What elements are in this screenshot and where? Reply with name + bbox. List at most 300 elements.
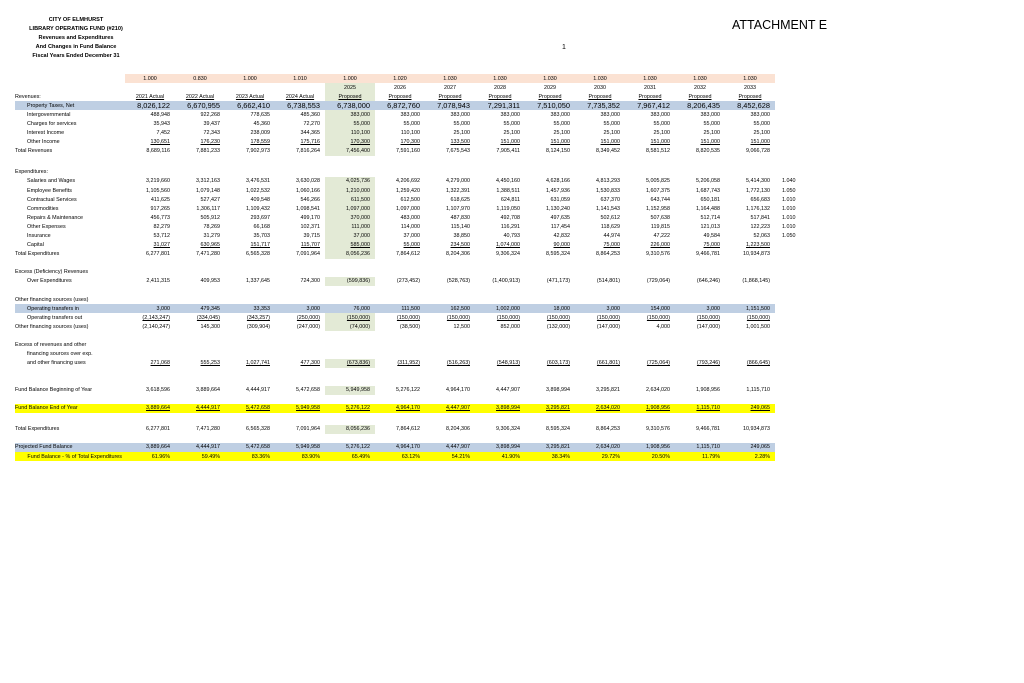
fb-end-row [15,404,805,413]
year-cell: 2029 [544,84,556,91]
value-cell: 778,635 [250,111,270,118]
spacer-row [15,156,805,168]
growth-factor: 1.010 [782,205,796,212]
value-cell: 8,206,435 [675,101,725,110]
value-cell: 6,277,801 [146,251,170,258]
fb-begin-row [15,386,805,395]
value-cell: 555,253 [200,360,220,367]
growth-factor [775,386,805,395]
row-label: Total Revenues [15,148,53,155]
empty-cell [725,295,775,304]
column-header: Proposed [638,93,662,100]
total-expenditures-row [15,250,805,259]
empty-cell [125,295,175,304]
column-header: Proposed [538,93,562,100]
value-cell: (1,400,913) [492,278,520,285]
value-cell: (311,952) [397,360,420,367]
year-cell [125,83,175,92]
value-cell: 1,164,488 [696,205,720,212]
value-cell: 9,310,576 [646,426,670,433]
value-cell: 7,864,612 [396,426,420,433]
value-cell: 65.49% [325,452,375,461]
value-cell: (150,000) [596,314,620,321]
value-cell: 643,744 [650,196,670,203]
value-cell: 55,000 [403,121,420,128]
value-cell: 130,651 [150,139,170,146]
value-cell: 114,000 [400,223,420,230]
value-cell: 102,371 [300,223,320,230]
empty-cell [475,349,525,358]
value-cell: 512,714 [700,214,720,221]
empty-cell [225,295,275,304]
value-cell: 111,000 [325,222,375,231]
value-cell: 488,948 [150,111,170,118]
empty-cell [725,268,775,277]
value-cell: 7,902,973 [246,148,270,155]
value-cell: 3,000 [275,304,325,313]
value-cell: 151,000 [500,139,520,146]
value-cell: 4,206,692 [396,178,420,185]
column-header: 2024 Actual [285,93,315,100]
value-cell: (247,000) [296,323,320,330]
empty-cell [325,295,375,304]
value-cell: 249,065 [725,443,775,452]
value-cell: 3,295,821 [596,387,620,394]
empty-cell [175,268,225,277]
value-cell: 55,000 [603,121,620,128]
value-cell: 9,306,324 [496,426,520,433]
value-cell: 6,872,760 [375,101,425,110]
value-cell: 4,444,917 [246,387,270,394]
spacer-cell [15,286,805,295]
value-cell: 546,266 [300,196,320,203]
factor-cell: 1.010 [275,74,325,83]
growth-factor [775,452,805,461]
empty-cell [575,168,625,177]
row-label: Other financing sources (uses) [15,296,89,303]
empty-cell [625,268,675,277]
value-cell: 1,027,741 [246,360,270,367]
value-cell: 5,472,658 [296,387,320,394]
value-cell: 63.12% [375,452,425,461]
value-cell: (250,000) [296,314,320,321]
value-cell: 151,000 [550,139,570,146]
value-cell: 1,772,130 [746,187,770,194]
value-cell: 54.21% [425,452,475,461]
value-cell: 7,967,412 [625,101,675,110]
value-cell: 25,100 [453,130,470,137]
empty-cell [375,268,425,277]
value-cell: 1,152,958 [646,205,670,212]
excess-other-row [15,359,805,368]
value-cell: 3,898,994 [475,443,525,452]
value-cell: 176,230 [200,139,220,146]
value-cell: (150,000) [646,314,670,321]
row-label: Interest Income [27,130,65,137]
row-label: Contractual Services [27,196,77,203]
value-cell: 55,000 [553,121,570,128]
empty-cell [575,295,625,304]
value-cell: 8,452,628 [725,101,775,110]
value-cell: (150,000) [546,314,570,321]
transfers-out-row [15,313,805,322]
growth-factor: 1.050 [782,233,796,240]
value-cell: (147,000) [696,323,720,330]
spacer-row [15,413,805,425]
value-cell: 133,500 [450,139,470,146]
value-cell: 5,949,958 [275,404,325,413]
year-cell: 2025 [325,83,375,92]
empty-cell [175,340,225,349]
empty-cell [725,349,775,358]
empty-cell [125,340,175,349]
value-cell: (793,246) [696,360,720,367]
value-cell: 1,098,541 [296,205,320,212]
value-cell: (150,000) [696,314,720,321]
value-cell: 110,100 [325,129,375,138]
value-cell: 8,864,253 [596,251,620,258]
empty-cell [125,349,175,358]
value-cell: 55,000 [653,121,670,128]
growth-factor [775,119,805,128]
expenditure-row [15,177,805,186]
value-cell: 1,908,956 [625,404,675,413]
value-cell: 650,181 [700,196,720,203]
summary-total-row [15,425,805,434]
value-cell: 4,964,170 [375,404,425,413]
value-cell: 226,000 [650,242,670,249]
value-cell: 2.28% [725,452,775,461]
value-cell: 110,100 [400,130,420,137]
fund-table [15,74,805,461]
value-cell: (516,263) [446,360,470,367]
value-cell: 3,889,664 [125,404,175,413]
value-cell: 55,000 [753,121,770,128]
empty-cell [725,340,775,349]
value-cell: (471,173) [546,278,570,285]
value-cell: 4,964,170 [446,387,470,394]
value-cell: 42,832 [553,233,570,240]
value-cell: (74,000) [325,322,375,331]
value-cell: 8,581,512 [646,148,670,155]
empty-cell [575,349,625,358]
value-cell: 7,456,400 [325,147,375,156]
empty-cell [375,295,425,304]
growth-factor [775,129,805,138]
value-cell: 4,279,000 [446,178,470,185]
row-label: Fund Balance Beginning of Year [15,387,93,394]
value-cell: 383,000 [450,111,470,118]
value-cell: 8,595,324 [546,426,570,433]
value-cell: 10,934,873 [743,251,770,258]
value-cell: 9,306,324 [496,251,520,258]
value-cell: (1,868,145) [742,278,770,285]
empty-cell [425,349,475,358]
value-cell: 1,151,500 [725,304,775,313]
year-cell: 2032 [694,84,706,91]
row-label: Commodities [27,205,59,212]
value-cell: 25,100 [703,130,720,137]
value-cell: 631,059 [550,196,570,203]
value-cell: (343,257) [246,314,270,321]
value-cell: 7,864,612 [396,251,420,258]
section-label: Revenues: [15,93,41,100]
empty-cell [125,268,175,277]
value-cell: (334,045) [196,314,220,321]
value-cell: 1,210,000 [325,186,375,195]
value-cell: 383,000 [650,111,670,118]
value-cell: 3,898,994 [546,387,570,394]
other-total-row [15,322,805,331]
spacer-row [15,286,805,295]
value-cell: 477,300 [300,360,320,367]
column-header: 2021 Actual [135,93,165,100]
empty-cell [475,168,525,177]
growth-factor [775,147,805,156]
section-row [15,168,805,177]
value-cell: 917,265 [150,205,170,212]
empty-cell [375,349,425,358]
value-cell: 1,306,117 [196,205,220,212]
value-cell: 487,830 [450,214,470,221]
value-cell: 31,027 [153,242,170,249]
growth-factor [775,313,805,322]
row-label: Charges for services [27,121,77,128]
value-cell: 505,912 [200,214,220,221]
value-cell: (150,000) [746,314,770,321]
value-cell: 117,454 [550,223,570,230]
value-cell: (548,913) [496,360,520,367]
row-label: Excess (Deficiency) Revenues [15,269,89,276]
column-header: Proposed [388,93,412,100]
value-cell: 90,000 [553,242,570,249]
empty-cell [575,268,625,277]
empty-cell [575,340,625,349]
value-cell: 47,222 [653,233,670,240]
year-row [15,83,805,92]
value-cell: 383,000 [400,111,420,118]
value-cell: 170,300 [400,139,420,146]
value-cell: 4,450,160 [496,178,520,185]
value-cell: 8,820,535 [696,148,720,155]
growth-factor [775,304,805,313]
value-cell: 83.90% [275,452,325,461]
row-label: Employee Benefits [27,187,72,194]
empty-cell [475,295,525,304]
value-cell: 3,889,664 [125,443,175,452]
row-label: Capital [27,242,44,249]
expenditure-row [15,186,805,195]
value-cell: 35,703 [253,233,270,240]
value-cell: 5,472,658 [225,404,275,413]
empty-cell [625,340,675,349]
value-cell: 115,140 [450,223,470,230]
value-cell: 76,000 [325,304,375,313]
value-cell: 175,716 [300,139,320,146]
value-cell: 6,670,955 [175,101,225,110]
spacer-cell [15,156,805,168]
column-header: Proposed [588,93,612,100]
value-cell: 585,000 [325,241,375,250]
empty-cell [775,349,805,358]
value-cell: 7,816,264 [296,148,320,155]
value-cell: 151,000 [750,139,770,146]
value-cell: 72,270 [303,121,320,128]
empty-cell [275,349,325,358]
value-cell: 344,365 [300,130,320,137]
factor-cell: 1.030 [525,74,575,83]
spacer-cell [15,434,805,443]
empty-cell [675,349,725,358]
value-cell: 5,949,958 [275,443,325,452]
value-cell: 122,223 [750,223,770,230]
row-label: Insurance [27,233,51,240]
value-cell: 483,000 [400,214,420,221]
value-cell: 33,353 [225,304,275,313]
value-cell: 4,628,166 [546,178,570,185]
value-cell: 25,100 [503,130,520,137]
value-cell: 7,078,943 [425,101,475,110]
value-cell: 456,773 [150,214,170,221]
value-cell: 3,000 [575,304,625,313]
column-header: Proposed [738,93,762,100]
value-cell: 178,559 [250,139,270,146]
value-cell: 3,618,596 [146,387,170,394]
empty-cell [325,349,375,358]
value-cell: 479,345 [175,304,225,313]
revenue-row [15,110,805,119]
value-cell: 8,689,116 [146,148,170,155]
attachment-label: ATTACHMENT E [732,18,828,32]
expenditure-row [15,241,805,250]
row-label: Property Taxes, Net [15,101,125,110]
value-cell: 1,176,132 [746,205,770,212]
value-cell: 1,001,500 [746,323,770,330]
row-label: Intergovernmental [27,111,71,118]
value-cell: 25,100 [753,130,770,137]
value-cell: 25,100 [653,130,670,137]
value-cell: 39,715 [303,233,320,240]
growth-factor [775,101,805,110]
value-cell: (132,000) [546,323,570,330]
growth-factor [775,138,805,147]
value-cell: 293,697 [250,214,270,221]
empty-cell [125,168,175,177]
empty-cell [275,295,325,304]
value-cell: 39,437 [203,121,220,128]
row-label: Projected Fund Balance [15,443,125,452]
value-cell: 8,349,452 [596,148,620,155]
row-label [15,83,125,92]
expenditure-row [15,195,805,204]
empty-cell [525,349,575,358]
value-cell: 234,500 [450,242,470,249]
value-cell: 115,707 [300,242,320,249]
factor-cell: 1.030 [575,74,625,83]
value-cell: 527,427 [200,196,220,203]
empty-cell [525,168,575,177]
value-cell: 1,115,710 [675,404,725,413]
value-cell: 38.34% [525,452,575,461]
row-label: and other financing uses [27,360,86,367]
row-label: Salaries and Wages [27,178,76,185]
value-cell: (38,500) [399,323,420,330]
value-cell: 75,000 [603,242,620,249]
value-cell: 61.96% [125,452,175,461]
growth-factor: 1.040 [782,178,796,185]
value-cell: 18,000 [525,304,575,313]
section-row [15,295,805,304]
year-cell: 2031 [644,84,656,91]
value-cell: 7,091,964 [296,426,320,433]
value-cell: 8,204,306 [446,426,470,433]
year-cell [175,83,225,92]
value-cell: 1,337,645 [246,278,270,285]
expenditure-row [15,213,805,222]
value-cell: 8,056,236 [325,250,375,259]
value-cell: (309,904) [246,323,270,330]
value-cell: 116,291 [500,223,520,230]
value-cell: 121,013 [700,223,720,230]
spacer-row [15,395,805,404]
value-cell: 5,949,958 [325,386,375,395]
value-cell: (2,143,247) [142,314,170,321]
spacer-row [15,331,805,340]
value-cell: 1,109,432 [246,205,270,212]
value-cell: 4,447,907 [425,404,475,413]
growth-factor [775,443,805,452]
empty-cell [625,168,675,177]
value-cell: 1,002,000 [475,304,525,313]
revenue-row [15,119,805,128]
factor-cell: 1.000 [225,74,275,83]
value-cell: 7,675,543 [446,148,470,155]
value-cell: 7,735,352 [575,101,625,110]
empty-cell [325,340,375,349]
header-line: Fiscal Years Ended December 31 [32,53,120,59]
column-header-row [15,92,805,101]
value-cell: 383,000 [750,111,770,118]
growth-factor: 1.050 [782,187,796,194]
growth-factor [775,425,805,434]
value-cell: 624,811 [500,196,520,203]
empty-cell [225,349,275,358]
value-cell: 922,268 [200,111,220,118]
value-cell: 492,708 [500,214,520,221]
growth-factor: 1.010 [782,196,796,203]
row-label: Other Income [27,139,60,146]
value-cell: 11.79% [675,452,725,461]
value-cell: 7,291,311 [475,101,525,110]
value-cell: (150,000) [325,313,375,322]
factor-cell: 1.030 [475,74,525,83]
value-cell: 4,447,907 [496,387,520,394]
empty-cell [225,340,275,349]
header-line: CITY OF ELMHURST [48,17,104,23]
revenue-row [15,101,805,110]
value-cell: 1,119,050 [496,205,520,212]
row-label: Expenditures: [15,169,48,176]
value-cell: 1,115,710 [746,387,770,394]
empty-cell [375,168,425,177]
column-header: Proposed [488,93,512,100]
report-header [8,16,144,61]
total-revenues-row [15,147,805,156]
value-cell: 41.90% [475,452,525,461]
value-cell: 383,000 [325,110,375,119]
value-cell: 9,466,781 [696,426,720,433]
fb-percent-row [15,452,805,461]
